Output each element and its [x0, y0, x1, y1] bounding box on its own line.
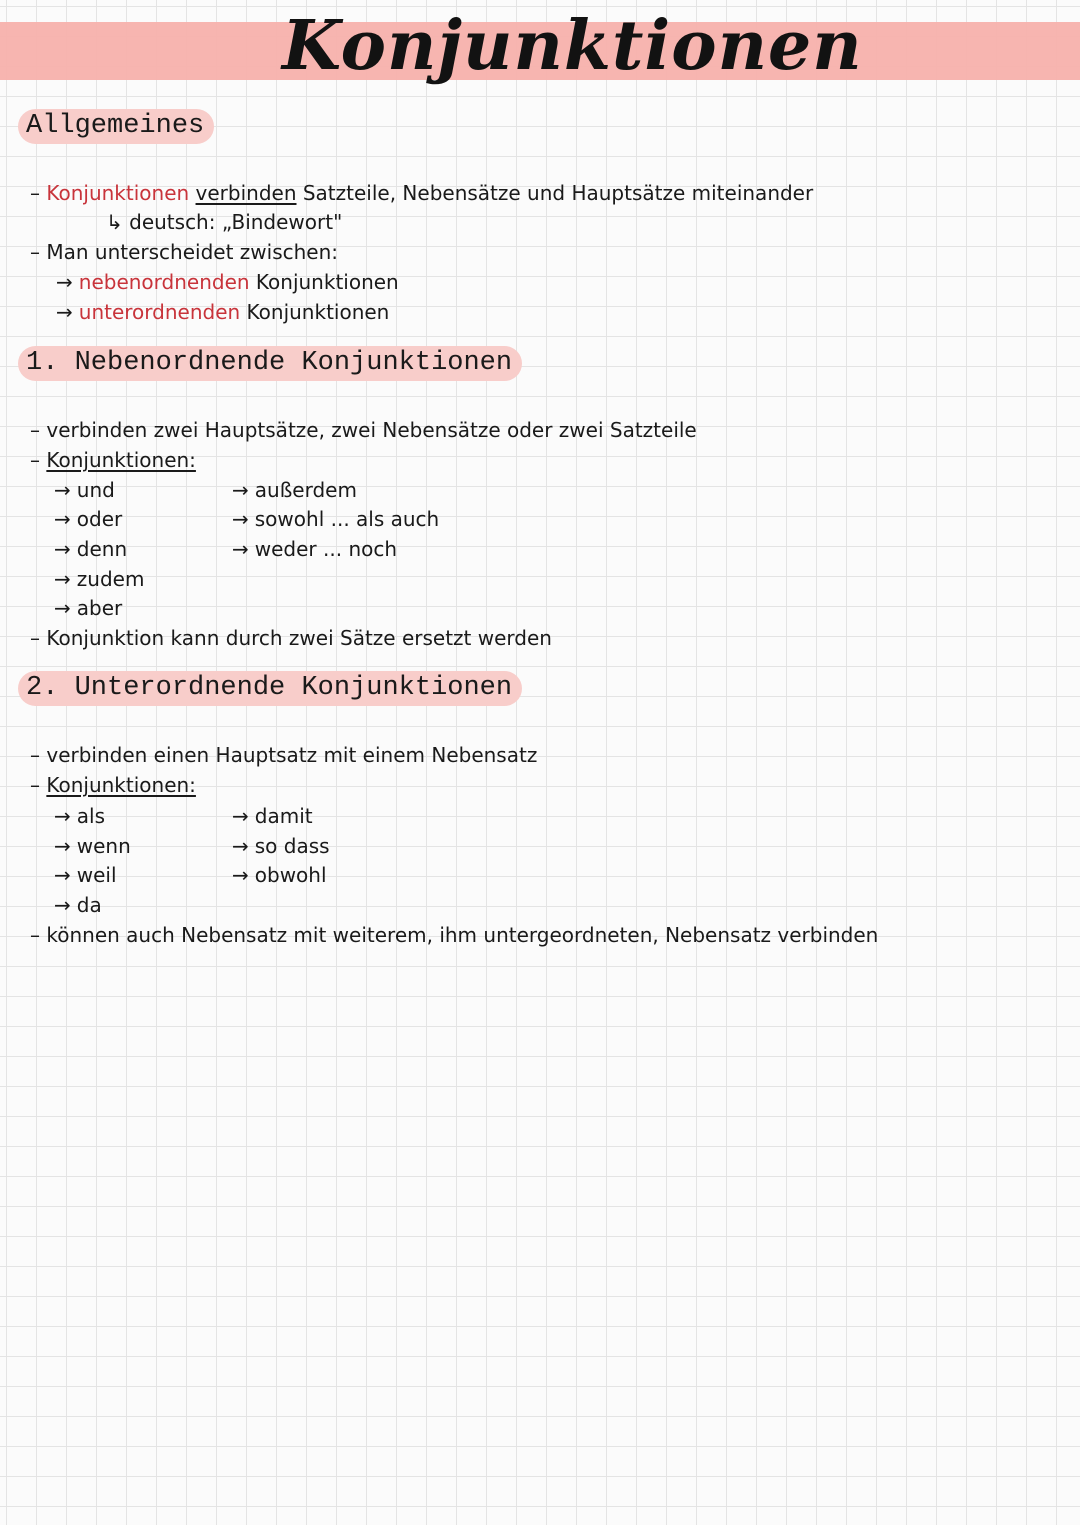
list-item-text: so dass — [254, 834, 330, 858]
arrow-icon: → — [232, 863, 249, 887]
term-nebenordnenden: nebenordnenden — [78, 270, 250, 294]
coordinating-list-label-text: Konjunktionen: — [46, 448, 196, 472]
subordinating-note-text: können auch Nebensatz mit weiterem, ihm untergeordneten, Nebensatz verbinden — [46, 923, 879, 947]
page-title: Konjunktionen — [282, 6, 863, 86]
list-item — [54, 834, 131, 858]
list-item-text: wenn — [76, 834, 131, 858]
general-line-2-text: deutsch: „Bindewort" — [129, 210, 343, 234]
term-unterordnenden: unterordnenden — [78, 300, 241, 324]
arrow-icon: → — [54, 507, 71, 531]
dash: – — [30, 418, 40, 442]
list-item-text: aber — [76, 596, 123, 620]
list-item — [54, 893, 102, 917]
list-item — [232, 834, 330, 858]
subordinating-note — [30, 923, 878, 947]
dash: – — [30, 181, 40, 205]
dash: – — [30, 626, 40, 650]
section-heading-subordinating: 2. Unterordnende Konjunktionen — [18, 671, 522, 706]
general-line-3 — [30, 240, 338, 264]
general-line-2 — [106, 210, 342, 234]
arrow-icon: → — [54, 478, 71, 502]
arrow-icon: → — [54, 834, 71, 858]
subordinating-list-label-text: Konjunktionen: — [46, 773, 196, 797]
subordinating-line-1 — [30, 743, 537, 767]
list-item-text: damit — [254, 804, 313, 828]
list-item — [54, 863, 117, 887]
coordinating-note-text: Konjunktion kann durch zwei Sätze ersetzt werden — [46, 626, 552, 650]
arrow-icon: → — [54, 596, 71, 620]
coordinating-line-1 — [30, 418, 697, 442]
list-item-text: oder — [76, 507, 123, 531]
general-item-2 — [56, 300, 389, 324]
list-item — [54, 537, 127, 561]
general-line-1-rest: Satzteile, Nebensätze und Hauptsätze miteinander — [302, 181, 814, 205]
hook-arrow-icon: ↳ — [106, 210, 123, 234]
arrow-icon: → — [232, 507, 249, 531]
arrow-icon: → — [54, 804, 71, 828]
general-item-2-rest: Konjunktionen — [246, 300, 390, 324]
list-item-text: da — [76, 893, 102, 917]
dash: – — [30, 743, 40, 767]
general-item-1-rest: Konjunktionen — [255, 270, 399, 294]
dash: – — [30, 448, 40, 472]
coordinating-list-label — [30, 448, 196, 472]
section-heading-coordinating: 1. Nebenordnende Konjunktionen — [18, 346, 522, 381]
arrow-icon: → — [232, 537, 249, 561]
arrow-icon: → — [54, 567, 71, 591]
arrow-icon: → — [54, 537, 71, 561]
section-heading-general: Allgemeines — [18, 109, 214, 144]
list-item — [54, 507, 122, 531]
list-item-text: als — [76, 804, 105, 828]
list-item — [232, 478, 357, 502]
subordinating-line-1-text: verbinden einen Hauptsatz mit einem Nebensatz — [46, 743, 538, 767]
list-item — [54, 478, 115, 502]
list-item — [54, 567, 144, 591]
list-item-text: sowohl ... als auch — [254, 507, 440, 531]
coordinating-note — [30, 626, 552, 650]
arrow-icon: → — [56, 270, 73, 294]
general-line-3-text: Man unterscheidet zwischen: — [46, 240, 338, 264]
term-konjunktionen: Konjunktionen — [46, 181, 190, 205]
list-item-text: zudem — [76, 567, 145, 591]
arrow-icon: → — [56, 300, 73, 324]
arrow-icon: → — [54, 863, 71, 887]
list-item-text: außerdem — [254, 478, 357, 502]
list-item-text: obwohl — [254, 863, 327, 887]
dash: – — [30, 240, 40, 264]
general-line-1 — [30, 181, 813, 205]
list-item — [232, 863, 327, 887]
list-item — [232, 537, 397, 561]
arrow-icon: → — [54, 893, 71, 917]
list-item — [54, 804, 105, 828]
arrow-icon: → — [232, 834, 249, 858]
arrow-icon: → — [232, 478, 249, 502]
list-item-text: denn — [76, 537, 128, 561]
arrow-icon: → — [232, 804, 249, 828]
list-item-text: weil — [76, 863, 117, 887]
coordinating-line-1-text: verbinden zwei Hauptsätze, zwei Nebensätze oder zwei Satzteile — [46, 418, 697, 442]
list-item-text: und — [76, 478, 115, 502]
dash: – — [30, 773, 40, 797]
list-item — [54, 596, 122, 620]
subordinating-list-label — [30, 773, 196, 797]
term-verbinden: verbinden — [195, 181, 297, 205]
general-item-1 — [56, 270, 399, 294]
list-item-text: weder ... noch — [254, 537, 398, 561]
list-item — [232, 804, 313, 828]
list-item — [232, 507, 439, 531]
dash: – — [30, 923, 40, 947]
